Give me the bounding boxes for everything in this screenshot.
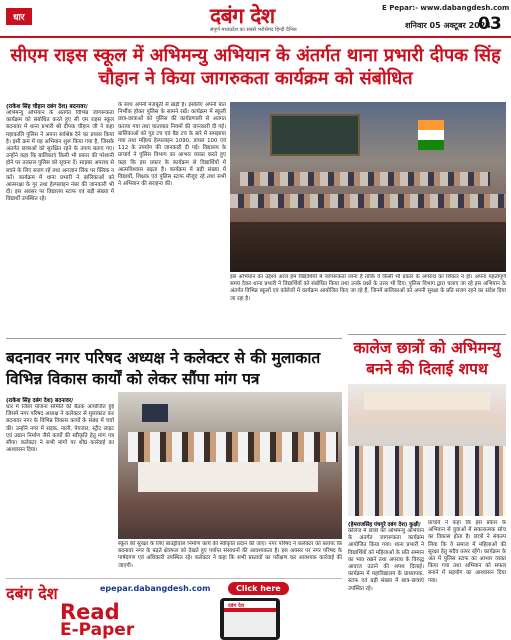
- article1-headline: सीएम राइस स्कूल में अभिमन्यु अभियान के अंतर्गत थाना प्रभारी दीपक सिंह चौहान ने किया जागरुकता कार्यक्रम को संबोधित: [10, 45, 501, 89]
- article2-photo: [118, 392, 342, 539]
- epaper-link[interactable]: E Pepar:- www.dabangdesh.com: [382, 4, 510, 12]
- page-number: 03: [478, 14, 502, 34]
- article1-photo: [230, 102, 506, 272]
- audience-row: [240, 172, 490, 186]
- promo-epaper-text: E-Paper: [60, 620, 135, 640]
- banner: [364, 392, 490, 410]
- article3-photo: [348, 384, 506, 516]
- promo-read-text: Read: [60, 600, 120, 624]
- blackboard: [270, 114, 360, 156]
- issue-date: शनिवार 05 अक्टूबर 2024: [405, 21, 491, 30]
- edition-label: धार: [6, 8, 32, 25]
- promo-logo: दबंग देश: [6, 584, 58, 603]
- students-crowd: [348, 446, 506, 516]
- meeting-people: [128, 432, 338, 462]
- divider: [6, 338, 342, 339]
- click-here-button[interactable]: Click here: [228, 582, 289, 595]
- audience-row: [230, 194, 506, 208]
- meeting-table: [138, 462, 318, 492]
- divider: [348, 334, 506, 335]
- article1-byline: (राकेश सिंह चौहान दबंग देश) बदनावर/: [6, 104, 88, 110]
- article1-caption: इस अभियान का उद्देश्य आज हम विद्यार्थियों में जागरूकता लाना है ताकि वे किसी भी प्रकार के अपराध का शिकार न हों। अपना महत्वपूर्ण समय देकर थाना प्रभारी ने विद्यार्थियों को संबोधित किया तथा उनके प्रश्नों के उत्तर भी दिए। पुलिस विभाग द्वारा चलाए जा रहे इस अभियान के अंतर्गत विभिन्न स्कूलों एवं कॉलेजों में कार्यक्रम आयोजित किए जा रहे हैं, जिनमें बालिकाओं को अपनी सुरक्षा के प्रति सजग रहने का संदेश दिया जा रहा है।: [230, 274, 506, 302]
- article3-column-2: प्राचार्य ने कहा कि इस प्रकार के अभियान से युवाओं में सकारात्मक सोच का विकास होता है। छात्रों ने संकल्प लिया कि वे समाज में महिलाओं की सुरक्षा हेतु सदैव तत्पर रहेंगे। कार्यक्रम के अंत में पुलिस स्टाफ का आभार व्यक्त किया गया तथा अभियान को सफल बनाने में सहयोग का आश्वासन दिया गया।: [428, 520, 506, 584]
- article3-byline: (हेमराजसिंह पंचगुरे दबंग देश) कुक्षी/: [348, 522, 421, 528]
- article2-caption: स्कूल की सुरक्षा के लिए बाउंड्रीवाल निर्माण कार्य की स्वीकृति प्रदान की जाए। नगर परिषद ने कलेक्टर को बताया कि बदनावर नगर के बढ़ते क्षेत्रफल को देखते हुए पर्याप्त संसाधनों की आवश्यकता है। इस अवसर पर नगर परिषद के पार्षदगण एवं अधिकारी उपस्थित रहे। कलेक्टर ने कहा कि सभी प्रस्तावों का परीक्षण कर आवश्यक कार्रवाई की जाएगी।: [118, 541, 342, 569]
- article1-column-2: के साथ अपनी मजबूती से खड़ी है। इसलिए अपनी बात निर्भीक होकर पुलिस के सामने रखें। कार्यक्रम में स्कूली छात्र-छात्राओं को पुलिस की कार्यप्रणाली से अवगत कराया गया तथा यातायात नियमों की जानकारी दी गई। बालिकाओं को गुड टच एवं बैड टच के बारे में समझाया गया तथा महिला हेल्पलाइन 1090, डायल 100 एवं 112 के उपयोग की जानकारी दी गई। विद्यालय के प्राचार्य ने पुलिस विभाग का आभार व्यक्त करते हुए कहा कि इस प्रकार के कार्यक्रम से विद्यार्थियों में आत्मविश्वास बढ़ता है। कार्यक्रम में बड़ी संख्या में विद्यार्थी, शिक्षक एवं पुलिस स्टाफ मौजूद रहे तथा सभी ने अभियान की सराहना की।: [118, 102, 226, 188]
- promo-url[interactable]: epepar.dabangdesh.com: [100, 584, 211, 593]
- monitor: [142, 404, 168, 422]
- article2-byline: (राकेश सिंह दबंग देश) बदनावर/: [6, 398, 74, 404]
- newspaper-logo: दबंग देश: [210, 3, 275, 28]
- phone-logo: दबंग देश: [228, 603, 245, 609]
- article3-headline: कालेज छात्रों को अभिमन्यु बनने की दिलाई शपथ: [353, 339, 501, 378]
- desk: [230, 222, 506, 272]
- article3-column-1: कॉलेज में छात्रों को अभिमन्यु अभियान के अंतर्गत जागरूकता कार्यक्रम आयोजित किया गया। थाना प्रभारी ने विद्यार्थियों को महिलाओं के प्रति सम्मान का भाव रखने तथा अपराध के विरुद्ध आवाज उठाने की शपथ दिलाई। कार्यक्रम में महाविद्यालय के प्राध्यापक, स्टाफ एवं बड़ी संख्या में छात्र-छात्राएं उपस्थित रहे।: [348, 528, 424, 592]
- logo-tagline: संपूर्ण मध्यप्रदेश का सबसे भरोसेमंद हिन्दी दैनिक: [210, 27, 297, 33]
- article2-column: धार में जिला योजना समिति की बैठक आयोजित हुई जिसमें नगर परिषद अध्यक्ष ने कलेक्टर से मुलाकात कर बदनावर नगर के विभिन्न विकास कार्यों के संबंध में चर्चा की। उन्होंने नगर में सड़क, नाली, पेयजल, स्ट्रीट लाइट एवं उद्यान निर्माण जैसे कार्यों की स्वीकृति हेतु मांग पत्र सौंपा। कलेक्टर ने सभी मांगों पर शीघ्र कार्रवाई का आश्वासन दिया।: [6, 404, 114, 454]
- article2-headline: बदनावर नगर परिषद अध्यक्ष ने कलेक्टर से की मुलाकात विभिन्न विकास कार्यों को लेकर सौंपा मांग पत्र: [6, 349, 321, 388]
- article1-column-1: अभिमन्यु अभियान के अंतर्गत विभिन्न जागरूकता कार्यक्रम को संबोधित करते हुए सी एम राइस स्कूल बदनावर में थाना प्रभारी श्री दीपक चौहान जी ने कहा महाकालि पुलिस ने अपना सर्वश्रेष्ठ देने का प्रयास किया है। इसी क्रम में यह अभियान शुरू किया गया है, जिसके अंतर्गत छात्राओं को सुरक्षित रहने के उपाय बताए गए। उन्होंने कहा कि बालिकाएं किसी भी प्रकार की परेशानी होने पर तत्काल पुलिस को सूचना दें। साइबर अपराध से बचने के लिए सजग रहें तथा अनजान लिंक पर क्लिक न करें। कार्यक्रम में थाना प्रभारी ने बालिकाओं को आत्मरक्षा के गुर तथा हेल्पलाइन नंबर की जानकारी भी दी। इस अवसर पर विद्यालय स्टाफ एवं बड़ी संख्या में विद्यार्थी उपस्थित रहे।: [6, 110, 114, 203]
- flag: [418, 120, 444, 150]
